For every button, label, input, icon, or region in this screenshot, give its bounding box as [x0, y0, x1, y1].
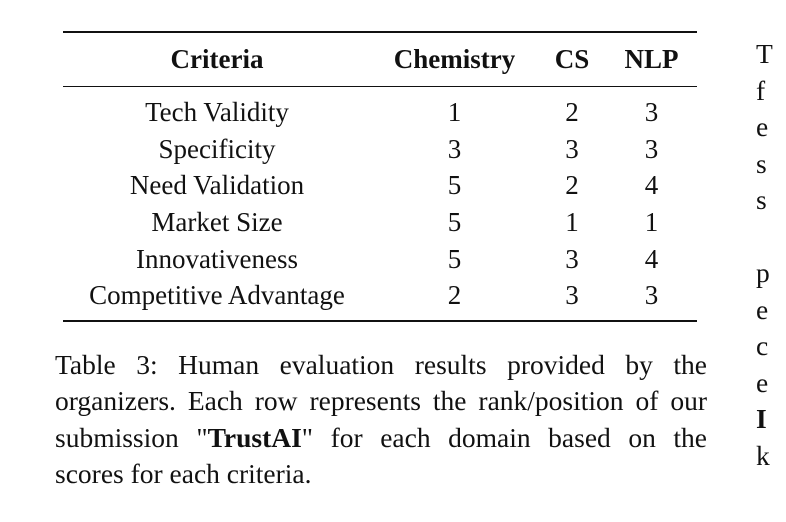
cell-cs: 3 [565, 133, 579, 164]
results-table-container [63, 31, 697, 322]
cell-chemistry: 2 [447, 280, 462, 311]
side-line: s [756, 184, 767, 215]
table-row [63, 277, 697, 321]
cell-criteria: Market Size [151, 207, 283, 238]
header-criteria: Criteria [170, 44, 264, 74]
side-line: s [756, 147, 767, 179]
cell-nlp: 4 [644, 243, 659, 274]
cell-criteria: Specificity [158, 133, 276, 164]
cell-chemistry: 1 [447, 97, 462, 128]
cell-chemistry: 5 [447, 243, 462, 274]
header-chemistry: Chemistry [393, 44, 516, 74]
cell-criteria: Tech Validity [145, 97, 289, 128]
table-row [63, 87, 697, 131]
cell-nlp: 3 [644, 280, 659, 311]
cell-cs: 2 [565, 170, 579, 201]
side-line: f [756, 74, 766, 106]
cell-cs: 3 [565, 243, 579, 274]
side-line: e [756, 111, 769, 142]
cell-criteria: Need Validation [129, 170, 305, 201]
cell-chemistry: 5 [447, 170, 462, 201]
table-header-row [63, 32, 697, 87]
caption-system-name: TrustAI [207, 421, 302, 453]
cell-chemistry: 3 [447, 133, 462, 164]
cell-cs: 3 [565, 280, 579, 311]
side-line: c [756, 330, 769, 361]
side-line: e [756, 293, 769, 325]
side-line: T [756, 38, 773, 69]
table-caption [55, 347, 707, 492]
cell-criteria: Innovativeness [136, 243, 298, 274]
table-row [63, 240, 697, 277]
header-cs: CS [554, 44, 590, 74]
table-row [63, 167, 697, 204]
caption-text-post: " for each domain based on the scores for each criteria. [55, 421, 707, 489]
side-line: p [756, 257, 770, 288]
cell-criteria: Competitive Advantage [89, 280, 345, 311]
header-nlp: NLP [624, 44, 679, 74]
cell-chemistry: 5 [447, 207, 462, 238]
cell-nlp: 3 [644, 133, 659, 164]
side-line: I [756, 403, 767, 434]
side-line: k [756, 439, 770, 471]
table-row [63, 131, 697, 168]
table-row [63, 204, 697, 241]
side-line: e [756, 366, 769, 398]
cell-nlp: 1 [644, 207, 659, 238]
side-line [756, 219, 786, 256]
cell-nlp: 3 [644, 97, 659, 128]
cell-cs: 2 [565, 97, 579, 128]
results-table [63, 31, 697, 322]
cell-nlp: 4 [644, 170, 659, 201]
adjacent-column-text [756, 36, 786, 474]
cell-cs: 1 [565, 207, 579, 238]
caption-text-pre: Table 3: Human evaluation results provided by the organizers. Each row represents the rank/position of our submission " [55, 349, 707, 453]
